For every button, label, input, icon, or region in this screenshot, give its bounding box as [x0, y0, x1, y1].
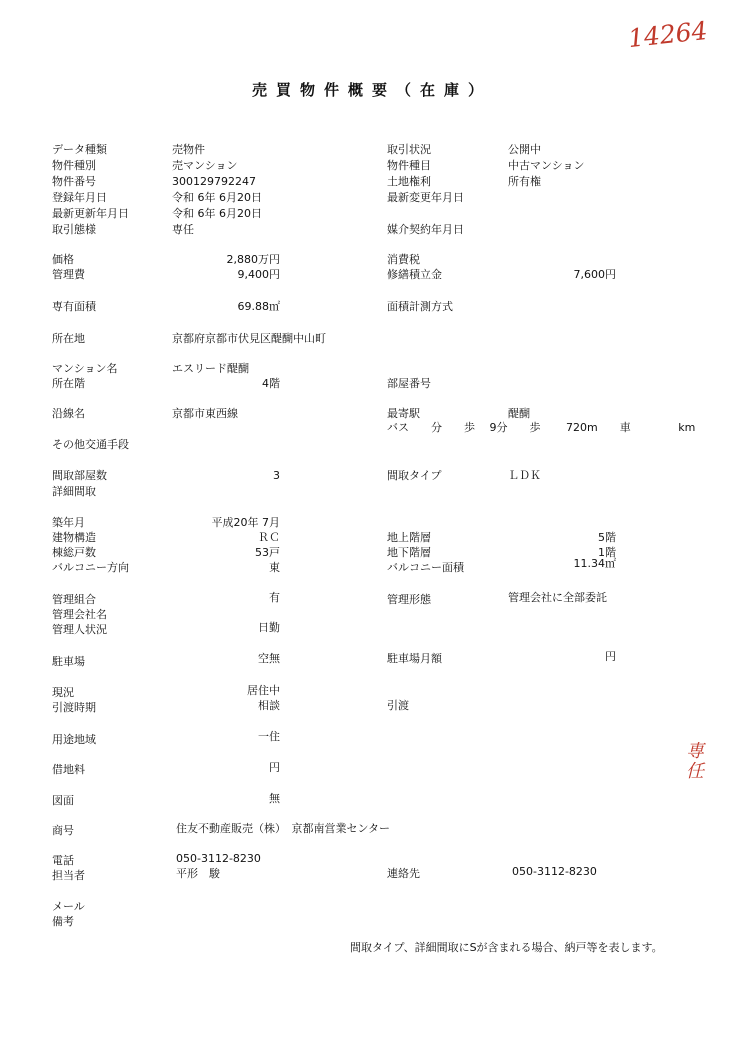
label-last-change: 最新変更年月日 — [387, 191, 464, 204]
label-room-no: 部屋番号 — [387, 377, 431, 390]
value-mgmt-assoc: 有 — [269, 591, 280, 604]
label-mansion-name: マンション名 — [52, 362, 118, 375]
value-built: 平成20年 7月 — [211, 516, 280, 529]
value-station: 醍醐 — [508, 407, 530, 420]
label-contract-date: 媒介契約年月日 — [387, 223, 464, 236]
value-handover-time: 相談 — [258, 699, 280, 712]
label-mgmt-company: 管理会社名 — [52, 608, 107, 621]
value-parking-fee: 円 — [605, 650, 616, 663]
value-structure: ＲＣ — [258, 531, 280, 544]
label-manager-status: 管理人状況 — [52, 623, 107, 636]
value-location: 京都府京都市伏見区醍醐中山町 — [172, 332, 326, 345]
label-layout-detail: 詳細間取 — [52, 485, 96, 498]
value-rooms: 3 — [273, 469, 280, 482]
label-parking: 駐車場 — [52, 655, 85, 668]
value-mgmt-fee: 9,400円 — [237, 268, 280, 281]
label-tax: 消費税 — [387, 253, 420, 266]
handwritten-mark: 専任 — [686, 741, 704, 782]
value-parking: 空無 — [258, 652, 280, 665]
value-property-type: 売マンション — [172, 159, 238, 172]
label-mgmt-assoc: 管理組合 — [52, 593, 96, 606]
value-units: 53戸 — [255, 546, 280, 559]
label-floor: 所在階 — [52, 377, 85, 390]
label-zoning: 用途地域 — [52, 733, 96, 746]
label-mgmt-form: 管理形態 — [387, 593, 431, 606]
value-drawing: 無 — [269, 792, 280, 805]
label-email: メール — [52, 900, 85, 913]
label-station: 最寄駅 — [387, 407, 420, 420]
label-handover-time: 引渡時期 — [52, 701, 96, 714]
label-other-transport: その他交通手段 — [52, 438, 129, 451]
label-handover: 引渡 — [387, 699, 409, 712]
label-remarks: 備考 — [52, 915, 74, 928]
value-mgmt-form: 管理会社に全部委託 — [508, 591, 607, 604]
label-drawing: 図面 — [52, 794, 74, 807]
value-company: 住友不動産販売（株） 京都南営業センター — [176, 822, 391, 835]
page-title: 売買物件概要（在庫） — [251, 81, 492, 99]
value-data-type: 売物件 — [172, 143, 205, 156]
label-property-type: 物件種別 — [52, 159, 96, 172]
value-floors-above: 5階 — [598, 531, 616, 544]
label-land-rent: 借地料 — [52, 763, 85, 776]
value-manager-status: 日勤 — [258, 621, 280, 634]
value-contact: 050-3112-8230 — [512, 865, 597, 878]
value-property-item: 中古マンション — [508, 159, 585, 172]
value-layout-type: ＬＤＫ — [508, 469, 541, 482]
value-land-right: 所有権 — [508, 175, 541, 188]
label-parking-fee: 駐車場月額 — [387, 652, 442, 665]
value-current: 居住中 — [247, 684, 280, 697]
label-layout-type: 間取タイプ — [387, 469, 442, 482]
label-repair-fund: 修繕積立金 — [387, 268, 442, 281]
value-bus-access: バス 分 歩 9分 歩 720m 車 km — [387, 421, 696, 434]
footnote: 間取タイプ、詳細間取にSが含まれる場合、納戸等を表します。 — [350, 941, 663, 954]
value-repair-fund: 7,600円 — [573, 268, 616, 281]
value-price: 2,880万円 — [226, 253, 280, 266]
label-data-type: データ種類 — [52, 143, 107, 156]
value-reg-date: 令和 6年 6月20日 — [172, 191, 262, 204]
value-floor: 4階 — [262, 377, 280, 390]
label-floors-above: 地上階層 — [387, 531, 431, 544]
label-phone: 電話 — [52, 854, 74, 867]
value-phone: 050-3112-8230 — [176, 852, 261, 865]
label-property-no: 物件番号 — [52, 175, 96, 188]
label-built: 築年月 — [52, 516, 85, 529]
value-updated-date: 令和 6年 6月20日 — [172, 207, 262, 220]
label-land-right: 土地権利 — [387, 175, 431, 188]
label-company: 商号 — [52, 824, 74, 837]
label-updated-date: 最新更新年月日 — [52, 207, 129, 220]
label-floors-below: 地下階層 — [387, 546, 431, 559]
value-mansion-name: エスリード醍醐 — [172, 362, 249, 375]
label-area-method: 面積計測方式 — [387, 300, 453, 313]
label-rooms: 間取部屋数 — [52, 469, 107, 482]
value-trade-mode: 専任 — [172, 223, 194, 236]
value-zoning: 一住 — [258, 730, 280, 743]
label-area: 専有面積 — [52, 300, 96, 313]
value-area: 69.88㎡ — [237, 300, 280, 313]
label-reg-date: 登録年月日 — [52, 191, 107, 204]
label-units: 棟総戸数 — [52, 546, 96, 559]
value-property-no: 300129792247 — [172, 175, 256, 188]
label-price: 価格 — [52, 253, 74, 266]
value-floors-below: 1階 — [598, 546, 616, 559]
label-contact: 連絡先 — [387, 867, 420, 880]
label-staff: 担当者 — [52, 869, 85, 882]
label-mgmt-fee: 管理費 — [52, 268, 85, 281]
value-balcony-area: 11.34㎡ — [573, 557, 616, 570]
value-trade-status: 公開中 — [508, 143, 541, 156]
label-trade-mode: 取引態様 — [52, 223, 96, 236]
label-current: 現況 — [52, 686, 74, 699]
value-land-rent: 円 — [269, 761, 280, 774]
label-line: 沿線名 — [52, 407, 85, 420]
value-balcony-dir: 東 — [269, 561, 280, 574]
label-balcony-dir: バルコニー方向 — [52, 561, 129, 574]
label-structure: 建物構造 — [52, 531, 96, 544]
label-property-item: 物件種目 — [387, 159, 431, 172]
label-trade-status: 取引状況 — [387, 143, 431, 156]
label-balcony-area: バルコニー面積 — [387, 561, 464, 574]
handwritten-number: 14264 — [626, 15, 709, 54]
value-line: 京都市東西線 — [172, 407, 238, 420]
label-location: 所在地 — [52, 332, 85, 345]
value-staff: 平形 駿 — [176, 867, 220, 880]
